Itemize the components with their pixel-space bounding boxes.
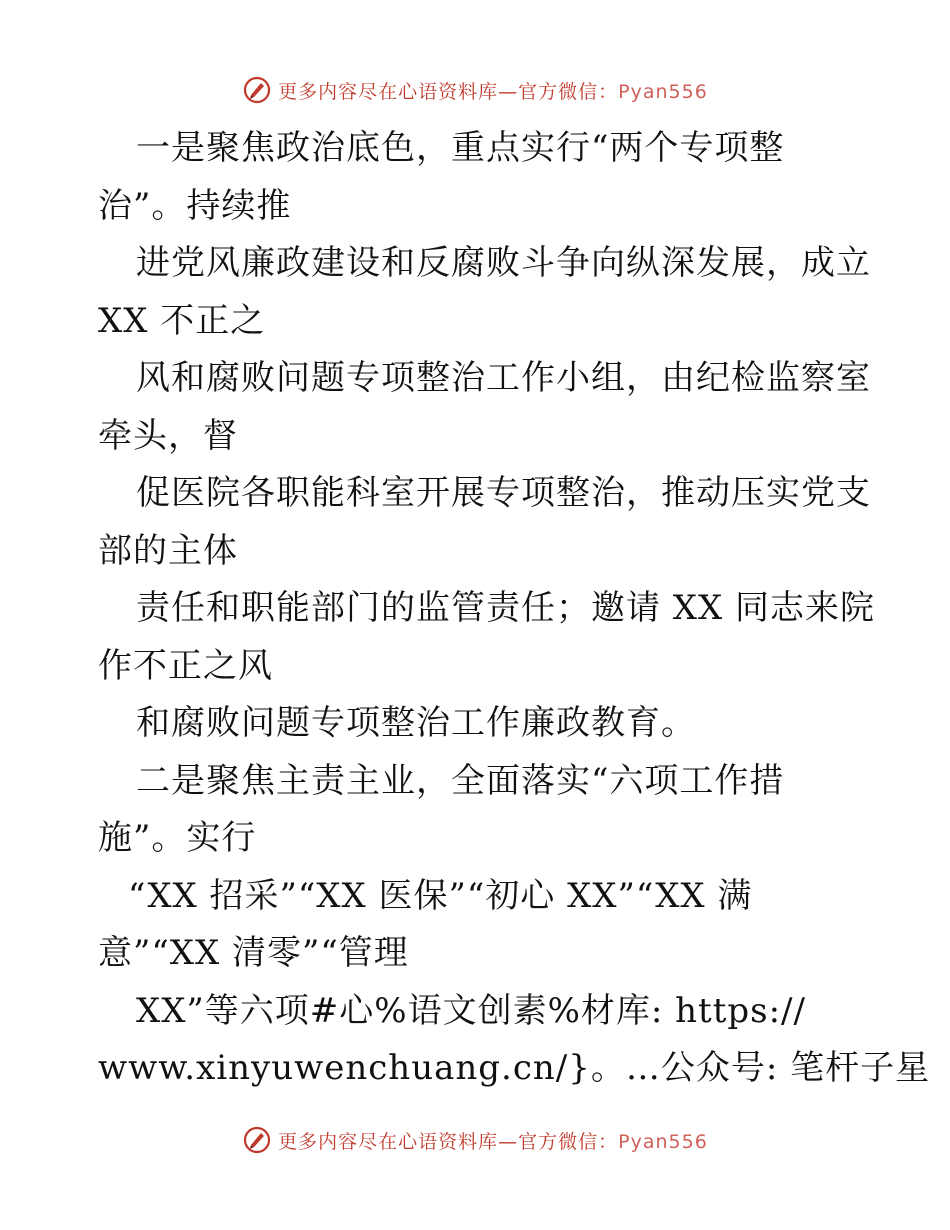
footer-banner-text	[278, 1127, 708, 1154]
body-line-13: 施”。实行	[98, 818, 257, 858]
body-line-8: 部的主体	[98, 530, 238, 571]
footer-banner-label: 更多内容尽在心语资料库—官方微信：	[278, 1130, 619, 1153]
pen-seal-icon	[242, 1125, 272, 1155]
body-text	[98, 120, 931, 1098]
body-line-16: XX”等六项#心%语文创素%材库: https://	[136, 990, 806, 1031]
pen-seal-icon	[242, 75, 272, 105]
body-line-7: 促医院各职能科室开展专项整治，推动压实党支	[136, 473, 871, 513]
body-line-14: “XX 招采”“XX 医保”“初心 XX”“XX 满	[128, 875, 753, 916]
header-banner-label: 更多内容尽在心语资料库—官方微信：	[278, 80, 619, 103]
body-line-10: 作不正之风	[98, 645, 273, 686]
header-banner-text	[278, 77, 708, 104]
body-line-4: XX 不正之	[98, 300, 266, 341]
body-line-11: 和腐败问题专项整治工作廉政教育。	[136, 703, 696, 743]
body-line-2: 治”。持续推	[98, 185, 292, 226]
body-line-15: 意”“XX 清零”“管理	[98, 933, 409, 973]
body-line-6: 牵头，督	[98, 415, 238, 456]
footer-watermark-banner	[0, 1120, 950, 1160]
footer-banner-handle: Pyan556	[618, 1130, 708, 1153]
header-watermark-banner	[0, 70, 950, 110]
body-line-5: 风和腐败问题专项整治工作小组，由纪检监察室	[136, 358, 871, 398]
body-line-9: 责任和职能部门的监管责任；邀请 XX 同志来院	[136, 588, 876, 628]
body-line-12: 二是聚焦主责主业，全面落实“六项工作措	[136, 760, 785, 801]
header-banner-handle: Pyan556	[618, 80, 708, 103]
body-line-1: 一是聚焦政治底色，重点实行“两个专项整	[136, 128, 785, 168]
body-line-17: www.xinyuwenchuang.cn/}。…公众号: 笔杆子星	[98, 1048, 931, 1088]
body-line-3: 进党风廉政建设和反腐败斗争向纵深发展，成立	[136, 243, 871, 283]
